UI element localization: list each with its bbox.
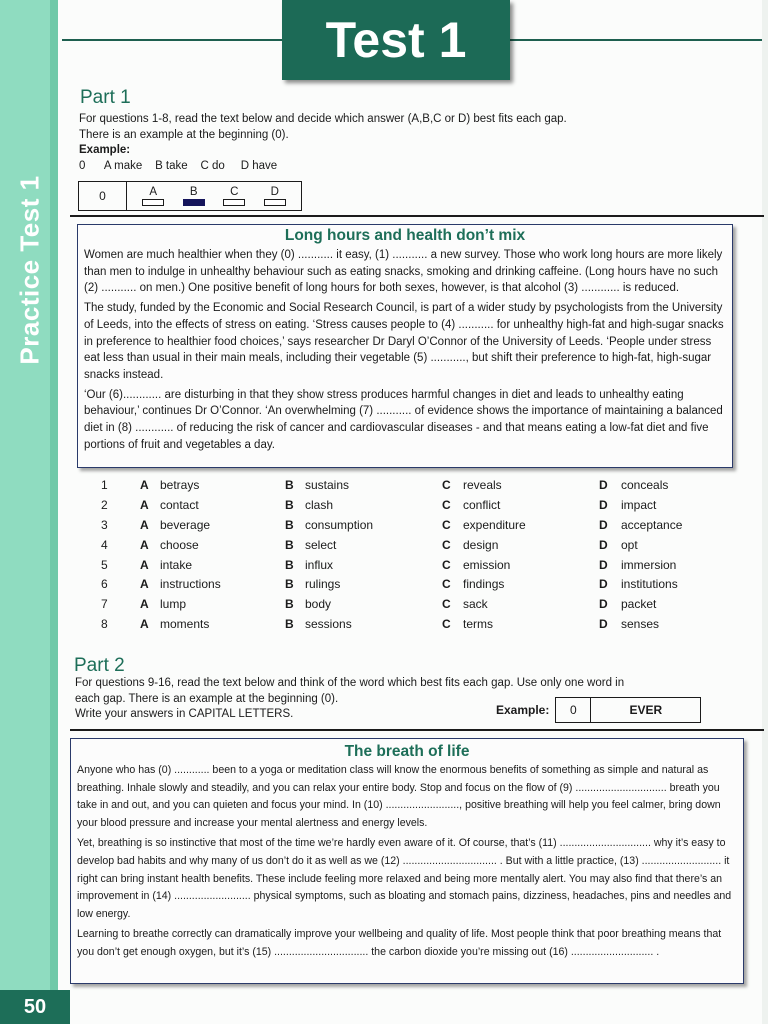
option-letter-a: A: [140, 577, 149, 592]
answer-bar-selected: [183, 199, 205, 206]
part1-instructions-line1: For questions 1-8, read the text below and decide which answer (A,B,C or D) best fits each gap.: [79, 113, 567, 125]
option-letter-c: C: [442, 537, 451, 552]
option-row-7: [95, 597, 715, 617]
option-letter-a: A: [140, 497, 149, 512]
question-number: 7: [101, 597, 108, 612]
question-number: 5: [101, 557, 108, 572]
option-letter-c: C: [442, 557, 451, 572]
option-word-a: lump: [160, 597, 187, 612]
answer-bar: [223, 199, 245, 206]
part2-paragraph: Yet, breathing is so instinctive that most of the time we’re hardly even aware of it. Of course, that’s (11) ............................... why it’s easy to develop bad habits and why many of us don’t do it as well as we (12) ................................ . But with a little practice, (13) ........................... it right can bring instant health benefits. These include feeling more relaxed and being more mentally alert. You may also find that there’s an improvement in (14) .......................... physical symptoms, such as bloating and stomach pains, dizziness, headaches, pins and needles and low energy.: [77, 837, 732, 920]
option-row-3: [95, 518, 715, 538]
part2-example: [496, 697, 701, 723]
question-number: 3: [101, 517, 108, 532]
question-number: 4: [101, 537, 108, 552]
part2-instructions-line3: Write your answers in CAPITAL LETTERS.: [75, 708, 294, 720]
answer-bar: [142, 199, 164, 206]
part2-paragraph: Anyone who has (0) ............ been to a yoga or meditation class will know the enormous benefits of something as simple and natural as breathing. Inhale slowly and steadily, and you can relax your entire body. Stop and focus on the flow of (9) ............................... breath you take in and out, and you can quieten and focus your mind. In (10) ........................., positive breathing will help you feel calmer, bring down your blood pressure and increase your mental alertness and energy levels.: [77, 764, 721, 829]
option-letter-d: D: [599, 577, 608, 592]
part1-paragraph: The study, funded by the Economic and Social Research Council, is part of a wider study by psychologists from the University of Leeds, into the effects of stress on eating. ‘Stress causes people to (4) ........... for unhealthy high-fat and high-sugar snacks in preference to healthier food choices,’ says researcher Dr Daryl O’Connor of the University of Leeds. ‘People under stress eat less than usual in their main meals, including their vegetable (5) ..........., but shift their preference to high-fat, high-sugar snacks instead.: [84, 302, 724, 381]
option-word-b: consumption: [305, 517, 374, 532]
question-number: 2: [101, 497, 108, 512]
part2-paragraph: Learning to breathe correctly can dramatically improve your wellbeing and quality of life. Most people think that poor breathing means that you don’t get enough oxygen, but it’s (15) ................................ the carbon dioxide you’re missing out (16) ............................ .: [77, 928, 722, 958]
option-row-1: [95, 478, 715, 498]
example-option-d: D: [264, 186, 286, 206]
option-row-4: [95, 538, 715, 558]
option-word-a: beverage: [160, 517, 211, 532]
option-letter-a: A: [140, 478, 149, 492]
part1-paragraph: ‘Our (6)............ are disturbing in that they show stress produces harmful changes in diet and leads to unhealthy eating behaviour,’ continues Dr O’Connor. ‘An overwhelming (7) ........... of evidence shows the importance of maintaining a balanced diet in (8) ............ of reducing the risk of cancer and cardiovascular diseases - and that means eating a low-fat diet and five portions of fruit and vegetables a day.: [84, 388, 723, 451]
option-letter-b: B: [285, 517, 294, 532]
part2-heading: Part 2: [74, 655, 125, 676]
part1-instructions-line2: There is an example at the beginning (0).: [79, 128, 289, 141]
option-word-c: emission: [463, 557, 511, 572]
option-word-d: immersion: [621, 557, 677, 572]
option-letter-b: B: [285, 478, 294, 492]
option-letter-c: C: [442, 517, 451, 532]
part2-example-label: Example:: [496, 703, 550, 717]
option-letter-d: D: [599, 617, 608, 632]
option-letter-a: A: [140, 517, 149, 532]
option-row-5: [95, 558, 715, 578]
option-letter-b: B: [285, 497, 294, 512]
option-word-a: intake: [160, 557, 193, 572]
question-number: 1: [101, 478, 108, 492]
option-letter-a: A: [140, 557, 149, 572]
question-number: 6: [101, 577, 108, 592]
page-edge: [762, 0, 768, 1024]
option-word-b: sustains: [305, 478, 350, 492]
option-row-2: [95, 498, 715, 518]
option-word-c: expenditure: [463, 517, 526, 532]
example-option-c: C: [223, 186, 245, 206]
option-letter-d: D: [599, 497, 608, 512]
option-letter-d: D: [599, 557, 608, 572]
option-letter-d: D: [599, 517, 608, 532]
part2-instructions-line2: each gap. There is an example at the beginning (0).: [75, 692, 339, 705]
option-word-c: sack: [463, 597, 488, 612]
option-letter-a: A: [140, 537, 149, 552]
side-label: [10, 170, 50, 370]
part2-example-word: EVER: [629, 703, 663, 717]
option-word-a: choose: [160, 537, 199, 552]
part1-example-answer-box: [78, 181, 302, 211]
option-word-d: senses: [621, 617, 660, 632]
answer-bar: [264, 199, 286, 206]
part1-heading: Part 1: [80, 87, 131, 108]
option-word-b: clash: [305, 497, 334, 512]
example-option-b: B: [183, 186, 205, 206]
option-letter-b: B: [285, 617, 294, 632]
part1-options-grid: [95, 478, 715, 637]
part1-example-line: 0 A make B take C do D have: [79, 159, 278, 172]
option-letter-b: B: [285, 577, 294, 592]
option-row-6: [95, 577, 715, 597]
option-word-a: contact: [160, 497, 199, 512]
option-letter-c: C: [442, 617, 451, 632]
option-word-a: betrays: [160, 478, 200, 492]
option-letter-d: D: [599, 478, 608, 492]
option-word-d: institutions: [621, 577, 678, 592]
option-word-d: packet: [621, 597, 657, 612]
option-word-d: impact: [621, 497, 657, 512]
page-number: 50: [0, 990, 70, 1024]
option-letter-c: C: [442, 497, 451, 512]
side-label-text: Practice Test 1: [14, 175, 45, 365]
option-word-c: reveals: [463, 478, 502, 492]
sidebar-band: [0, 0, 58, 1024]
option-word-c: conflict: [463, 497, 501, 512]
page-title: Test 1: [282, 0, 510, 80]
option-letter-c: C: [442, 597, 451, 612]
option-letter-b: B: [285, 597, 294, 612]
option-letter-c: C: [442, 478, 451, 492]
option-letter-c: C: [442, 577, 451, 592]
part1-instructions: [79, 112, 719, 174]
option-letter-a: A: [140, 617, 149, 632]
option-word-b: select: [305, 537, 337, 552]
option-word-d: acceptance: [621, 517, 683, 532]
option-letter-b: B: [285, 537, 294, 552]
option-word-a: moments: [160, 617, 210, 632]
part1-passage-title: Long hours and health don’t mix: [284, 227, 526, 244]
option-letter-b: B: [285, 557, 294, 572]
option-letter-d: D: [599, 537, 608, 552]
option-word-c: findings: [463, 577, 505, 592]
option-word-b: sessions: [305, 617, 352, 632]
section-rule: [70, 215, 764, 217]
option-letter-a: A: [140, 597, 149, 612]
part1-paragraph: Women are much healthier when they (0) ........... it easy, (1) ........... a new survey. Those who work long hours are more likely than men to indulge in unhealthy behaviour such as eating snacks, smoking and drinking caffeine. (Long hours have no such (2) ........... on men.) One positive benefit of long hours for both sexes, however, is that alcohol (3) ............ is reduced.: [84, 249, 723, 295]
part2-example-number: 0: [556, 698, 591, 722]
example-number: 0: [79, 182, 127, 210]
part2-passage-title: The breath of life: [344, 743, 470, 760]
option-row-8: [95, 617, 715, 637]
option-word-b: influx: [305, 557, 334, 572]
part2-example-box: [555, 697, 701, 723]
part1-passage: [77, 224, 733, 468]
option-word-a: instructions: [160, 577, 221, 592]
option-word-b: rulings: [305, 577, 341, 592]
sidebar-strip: [50, 0, 58, 1024]
question-number: 8: [101, 617, 108, 632]
example-options: [127, 182, 301, 210]
option-word-c: terms: [463, 617, 493, 632]
option-word-b: body: [305, 597, 332, 612]
example-option-a: A: [142, 186, 164, 206]
option-word-d: conceals: [621, 478, 669, 492]
section-rule: [70, 729, 764, 731]
option-word-c: design: [463, 537, 499, 552]
part2-passage: [70, 738, 744, 984]
option-word-d: opt: [621, 537, 638, 552]
option-letter-d: D: [599, 597, 608, 612]
part1-example-label: Example:: [79, 144, 131, 156]
part2-instructions-line1: For questions 9-16, read the text below and think of the word which best fits each gap. Use only one word in: [75, 677, 625, 689]
